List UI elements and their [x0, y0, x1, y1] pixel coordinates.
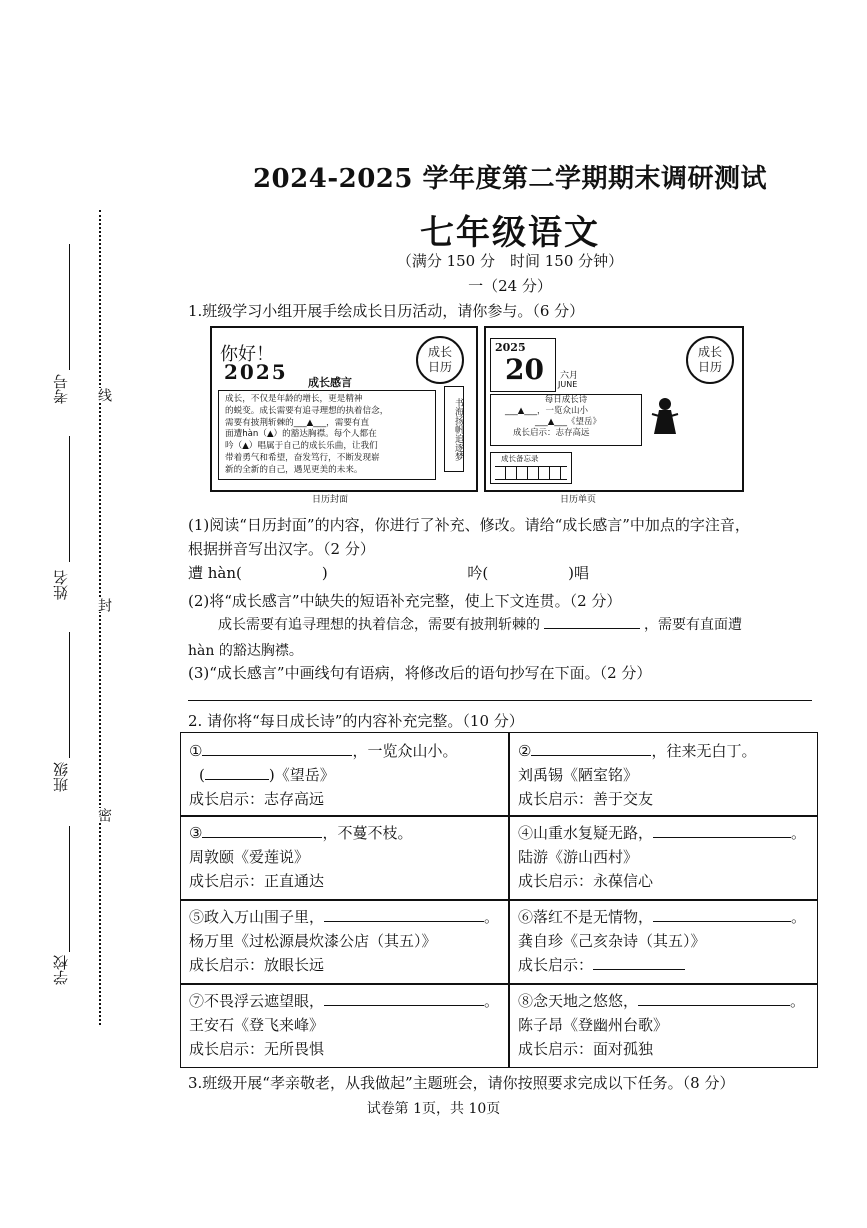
poem-8-blank[interactable]: [638, 991, 790, 1006]
poem-8-suffix: 。: [790, 992, 806, 1010]
essay-line: 成长，不仅是年龄的增长，更是精神: [225, 394, 363, 404]
page-stamp-text: 成长日历: [697, 345, 722, 374]
q1-sub3-answer-line[interactable]: [188, 700, 812, 701]
poem-2-suffix: ，往来无白丁。: [651, 742, 757, 760]
q1-sub2-blank[interactable]: [544, 614, 640, 629]
poem-6-prefix: ⑥落红不是无情物，: [518, 908, 654, 926]
q1-sub1-b-label: 吟(: [467, 564, 489, 582]
poem-table-divider-h1: [181, 815, 817, 817]
essay-line: 面遭hàn（▲）的豁达胸襟。每个人都在: [225, 429, 377, 440]
poem-4-suffix: 。: [791, 824, 807, 842]
school-line: [69, 826, 70, 952]
q1-sub2-text-end: ，需要有直面遭: [644, 617, 742, 633]
poem-5-source: 杨万里《过松源晨炊漆公店（其五）》: [189, 932, 437, 950]
q1-sub1-answers: [188, 562, 589, 583]
essay-line: 需要有披荆斩棘的___▲___，需要有直: [225, 417, 370, 428]
poem-cell-7: [181, 989, 508, 1061]
page-day: 20: [505, 353, 544, 386]
poem-6-suffix: 。: [791, 908, 807, 926]
cover-year: 2025: [224, 360, 288, 384]
poem-cell-6: [510, 905, 817, 977]
poem-cell-3: [181, 821, 508, 893]
poem-4-prefix: ④山重水复疑无路，: [518, 824, 654, 842]
seal-char-xian: 线: [96, 388, 112, 402]
essay-line: 吟（▲）唱属于自己的成长乐曲，让我们: [225, 441, 378, 452]
poem-6-blank[interactable]: [653, 907, 791, 922]
poem-cell-4: [510, 821, 817, 893]
page-month-en: JUNE: [558, 380, 578, 389]
poem-7-suffix: 。: [484, 992, 500, 1010]
poem-6-insight-blank[interactable]: [593, 955, 685, 970]
bookmark-strip: [444, 386, 464, 472]
memo-title: 成长备忘录: [501, 454, 539, 463]
poem-1-source: )《望岳》: [268, 766, 335, 784]
poem-5-insight: 成长启示：放眼长远: [189, 956, 325, 974]
exam-title: 2024-2025 学年度第二学期期末调研测试: [252, 164, 768, 194]
essay-line: 带着勇气和希望，奋发笃行，不断发现崭: [225, 452, 380, 463]
poem-cell-5: [181, 905, 508, 977]
poem-3-suffix: ，不蔓不枝。: [322, 824, 413, 842]
essay-line: 的蜕变。成长需要有追寻理想的执着信念，: [225, 405, 389, 416]
seal-char-mi: 密: [96, 808, 112, 822]
poem-4-insight: 成长启示：永葆信心: [518, 872, 654, 890]
section-heading: 一（24 分）: [468, 277, 552, 295]
poem-7-source: 王安石《登飞来峰》: [189, 1016, 325, 1034]
q1-sub2-text-start: 成长需要有追寻理想的执着信念，需要有披荆斩棘的: [218, 617, 540, 633]
poem-1-prefix: ①: [189, 742, 203, 760]
seal-char-feng: 封: [96, 598, 112, 612]
school-label: 学校: [52, 955, 70, 985]
q3-stem: 3.班级开展“孝亲敬老，从我做起”主题班会，请你按照要求完成以下任务。（8 分）: [188, 1074, 735, 1092]
poem-table-divider-h3: [181, 983, 817, 985]
essay-line: 新的全新的自己，遇见更美的未来。: [225, 464, 363, 475]
exam-number-label: 考号: [52, 374, 70, 404]
poem-3-blank[interactable]: [202, 823, 322, 838]
poem-2-insight: 成长启示：善于交友: [518, 790, 654, 808]
daily-poem-note: 成长启示：志存高远: [513, 428, 590, 438]
poem-5-prefix: ⑤政入万山围子里，: [189, 908, 325, 926]
poem-table: [180, 732, 818, 1068]
seal-dotted-line: [99, 210, 101, 1025]
poem-7-prefix: ⑦不畏浮云遮望眼，: [189, 992, 325, 1010]
essay-body: [225, 394, 431, 477]
page-footer: 试卷第 1页，共 10页: [366, 1101, 501, 1117]
q1-sub1b: 根据拼音写出汉字。（2 分）: [188, 540, 375, 558]
cover-stamp-badge: [416, 336, 464, 384]
poem-1-author-blank[interactable]: [205, 765, 269, 780]
q1-stem: 1.班级学习小组开展手绘成长日历活动，请你参与。（6 分）: [188, 302, 585, 320]
name-label: 姓名: [52, 570, 70, 600]
q1-sub3: (3)“成长感言”中画线句有语病，将修改后的语句抄写在下面。（2 分）: [188, 664, 652, 682]
page-month-cn: 六月: [560, 371, 579, 381]
poem-4-source: 陆游《游山西村》: [518, 848, 639, 866]
q1-sub1-a-close: ): [321, 564, 328, 582]
poem-8-source: 陈子昂《登幽州台歌》: [518, 1016, 669, 1034]
q2-stem: 2. 请你将“每日成长诗”的内容补充完整。（10 分）: [188, 712, 524, 730]
memo-box: [490, 452, 572, 484]
cover-caption: 日历封面: [312, 495, 349, 505]
poem-2-source: 刘禹锡《陋室铭》: [518, 766, 639, 784]
poem-5-suffix: 。: [484, 908, 500, 926]
essay-box: [218, 390, 436, 480]
poem-2-blank[interactable]: [531, 741, 651, 756]
daily-poem-title: 每日成长诗: [544, 395, 588, 405]
poem-2-prefix: ②: [518, 742, 532, 760]
poem-3-prefix: ③: [189, 824, 203, 842]
cover-stamp-text: 成长日历: [427, 345, 452, 374]
page-date-box: [490, 338, 556, 392]
bookmark-text: 书海扬帆追逐梦: [453, 397, 463, 461]
q1-sub1: (1)阅读“日历封面”的内容，你进行了补充、修改。请给“成长感言”中加点的字注音，: [188, 516, 750, 534]
memo-grid: [495, 466, 567, 480]
figure-illustration: [650, 394, 680, 438]
poem-5-blank[interactable]: [324, 907, 484, 922]
page-caption: 日历单页: [560, 495, 597, 505]
poem-cell-2: [510, 739, 817, 811]
score-time: （满分 150 分 时间 150 分钟）: [396, 252, 624, 270]
cover-greeting: 你好！: [220, 344, 274, 365]
poem-8-insight: 成长启示：面对孤独: [518, 1040, 654, 1058]
page-year: 2025: [495, 341, 526, 354]
poem-1-insight: 成长启示：志存高远: [189, 790, 325, 808]
poem-cell-8: [510, 989, 817, 1061]
poem-table-divider-h2: [181, 899, 817, 901]
daily-poem-line: ___▲___，一览众山小: [505, 406, 589, 416]
class-line: [69, 632, 70, 758]
subject-title: 七年级语文: [420, 213, 600, 253]
poem-7-insight: 成长启示：无所畏惧: [189, 1040, 325, 1058]
q1-sub1-b-close: )唱: [568, 564, 590, 582]
class-label: 班级: [52, 762, 70, 792]
essay-title: 成长感言: [308, 376, 352, 389]
poem-cell-1: [181, 739, 508, 811]
poem-7-blank[interactable]: [324, 991, 484, 1006]
name-line: [69, 436, 70, 562]
q1-sub2-text2: hàn 的豁达胸襟。: [188, 643, 303, 659]
poem-1-author-open: (: [199, 766, 205, 784]
q1-sub1-a-label: 遭 hàn(: [188, 564, 242, 582]
page-stamp-badge: [686, 336, 734, 384]
q1-sub2: (2)将“成长感言”中缺失的短语补充完整，使上下文连贯。（2 分）: [188, 592, 622, 610]
poem-3-source: 周敦颐《爱莲说》: [189, 848, 310, 866]
poem-3-insight: 成长启示：正直通达: [189, 872, 325, 890]
daily-poem-source: ___▲___《望岳》: [535, 417, 602, 427]
calendar-page-panel: [484, 326, 744, 492]
q1-sub2-text: [218, 614, 742, 634]
poem-1-blank[interactable]: [202, 741, 352, 756]
poem-6-insight: 成长启示：: [518, 956, 594, 974]
poem-8-prefix: ⑧念天地之悠悠，: [518, 992, 639, 1010]
daily-poem-box: [490, 394, 642, 446]
poem-6-source: 龚自珍《己亥杂诗（其五）》: [518, 932, 706, 950]
poem-1-suffix: ，一览众山小。: [352, 742, 458, 760]
poem-4-blank[interactable]: [653, 823, 791, 838]
calendar-cover-panel: [210, 326, 478, 492]
exam-number-line: [69, 244, 70, 370]
